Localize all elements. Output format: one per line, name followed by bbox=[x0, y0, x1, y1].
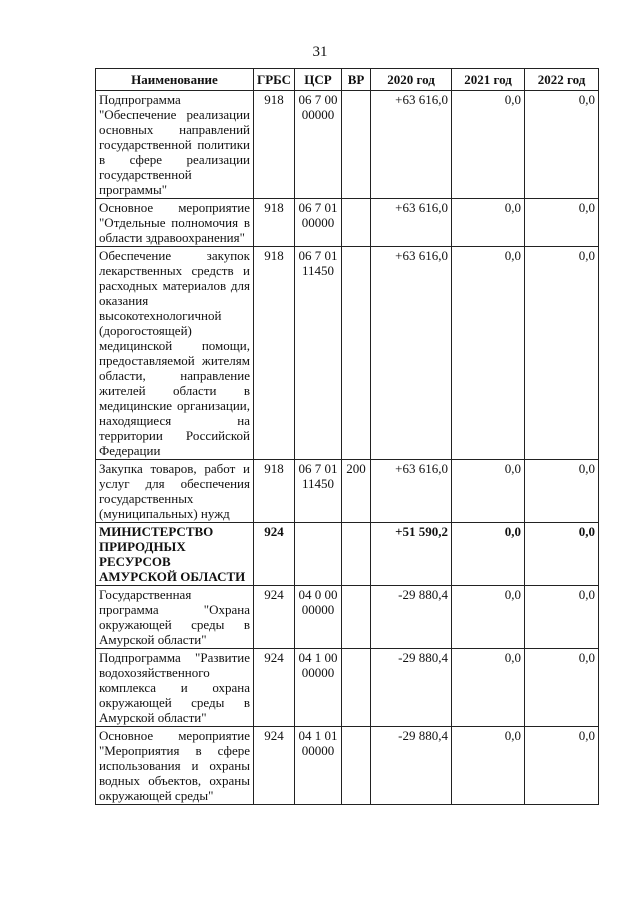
cell-vr bbox=[342, 649, 371, 727]
cell-2020: +63 616,0 bbox=[371, 460, 452, 523]
cell-2022: 0,0 bbox=[525, 199, 599, 247]
cell-grbs: 924 bbox=[254, 523, 295, 586]
cell-2022: 0,0 bbox=[525, 649, 599, 727]
cell-name: Подпрограмма "Развитие водохозяйственного комплекса и охрана окружающей среды в Амурской области" bbox=[96, 649, 254, 727]
cell-csr: 04 1 00 00000 bbox=[295, 649, 342, 727]
cell-2021: 0,0 bbox=[452, 460, 525, 523]
cell-2020: -29 880,4 bbox=[371, 727, 452, 805]
cell-csr: 06 7 00 00000 bbox=[295, 91, 342, 199]
cell-csr: 06 7 01 11450 bbox=[295, 247, 342, 460]
cell-grbs: 918 bbox=[254, 247, 295, 460]
header-2022: 2022 год bbox=[525, 69, 599, 91]
cell-name: Закупка товаров, работ и услуг для обеспечения государственных (муниципальных) нужд bbox=[96, 460, 254, 523]
cell-name: Подпрограмма "Обеспечение реализации основных направлений государственной политики в сфере реализации государственной программы" bbox=[96, 91, 254, 199]
budget-table bbox=[95, 68, 599, 805]
cell-name: Государственная программа "Охрана окружающей среды в Амурской области" bbox=[96, 586, 254, 649]
table-body bbox=[96, 91, 599, 805]
cell-vr bbox=[342, 91, 371, 199]
cell-grbs: 918 bbox=[254, 460, 295, 523]
cell-vr bbox=[342, 523, 371, 586]
cell-name: Обеспечение закупок лекарственных средств и расходных материалов для оказания высокотехнологичной (дорогостоящей) медицинской помощи, предоставляемой жителям области, направление жителей области в медицинские организации, находящиеся на территории Российской Федерации bbox=[96, 247, 254, 460]
cell-2021: 0,0 bbox=[452, 727, 525, 805]
cell-2020: +63 616,0 bbox=[371, 247, 452, 460]
cell-csr: 04 1 01 00000 bbox=[295, 727, 342, 805]
cell-csr: 04 0 00 00000 bbox=[295, 586, 342, 649]
header-name: Наименование bbox=[96, 69, 254, 91]
cell-2022: 0,0 bbox=[525, 727, 599, 805]
table-header-row bbox=[96, 69, 599, 91]
cell-2020: +63 616,0 bbox=[371, 91, 452, 199]
cell-grbs: 924 bbox=[254, 649, 295, 727]
cell-2020: -29 880,4 bbox=[371, 649, 452, 727]
cell-2022: 0,0 bbox=[525, 523, 599, 586]
cell-name: Основное мероприятие "Отдельные полномочия в области здравоохранения" bbox=[96, 199, 254, 247]
header-csr: ЦСР bbox=[295, 69, 342, 91]
cell-vr bbox=[342, 247, 371, 460]
table-row bbox=[96, 586, 599, 649]
cell-vr: 200 bbox=[342, 460, 371, 523]
table-row bbox=[96, 247, 599, 460]
table-row bbox=[96, 727, 599, 805]
cell-2022: 0,0 bbox=[525, 460, 599, 523]
header-2020: 2020 год bbox=[371, 69, 452, 91]
header-2021: 2021 год bbox=[452, 69, 525, 91]
table-row bbox=[96, 649, 599, 727]
table-row bbox=[96, 91, 599, 199]
header-vr: ВР bbox=[342, 69, 371, 91]
cell-name: МИНИСТЕРСТВО ПРИРОДНЫХ РЕСУРСОВ АМУРСКОЙ ОБЛАСТИ bbox=[96, 523, 254, 586]
cell-csr: 06 7 01 11450 bbox=[295, 460, 342, 523]
cell-csr bbox=[295, 523, 342, 586]
cell-2022: 0,0 bbox=[525, 586, 599, 649]
cell-2021: 0,0 bbox=[452, 91, 525, 199]
cell-2020: +51 590,2 bbox=[371, 523, 452, 586]
cell-vr bbox=[342, 727, 371, 805]
page-number: 31 bbox=[312, 44, 328, 60]
cell-2021: 0,0 bbox=[452, 199, 525, 247]
table-row bbox=[96, 199, 599, 247]
cell-2022: 0,0 bbox=[525, 91, 599, 199]
cell-2021: 0,0 bbox=[452, 649, 525, 727]
table-row bbox=[96, 460, 599, 523]
cell-2020: -29 880,4 bbox=[371, 586, 452, 649]
cell-vr bbox=[342, 586, 371, 649]
cell-2020: +63 616,0 bbox=[371, 199, 452, 247]
cell-csr: 06 7 01 00000 bbox=[295, 199, 342, 247]
cell-2021: 0,0 bbox=[452, 523, 525, 586]
cell-2022: 0,0 bbox=[525, 247, 599, 460]
cell-grbs: 924 bbox=[254, 727, 295, 805]
cell-grbs: 918 bbox=[254, 91, 295, 199]
cell-grbs: 924 bbox=[254, 586, 295, 649]
cell-grbs: 918 bbox=[254, 199, 295, 247]
cell-vr bbox=[342, 199, 371, 247]
cell-2021: 0,0 bbox=[452, 247, 525, 460]
cell-name: Основное мероприятие "Мероприятия в сфере использования и охраны водных объектов, охраны окружающей среды" bbox=[96, 727, 254, 805]
cell-2021: 0,0 bbox=[452, 586, 525, 649]
table-row bbox=[96, 523, 599, 586]
header-grbs: ГРБС bbox=[254, 69, 295, 91]
